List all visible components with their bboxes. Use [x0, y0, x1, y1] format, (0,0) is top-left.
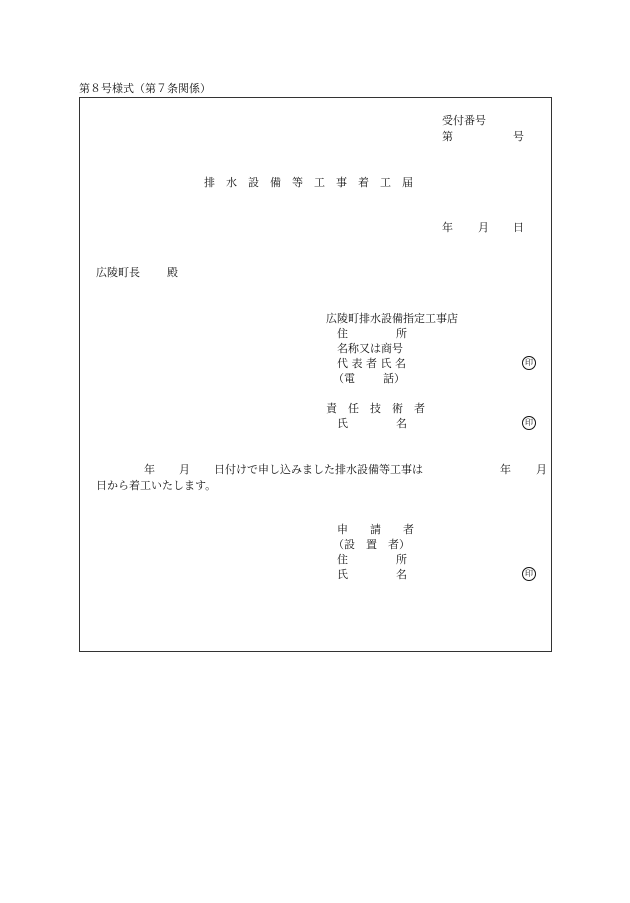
addressee-honorific: 殿: [167, 266, 178, 279]
body-month-1: 月: [179, 463, 190, 476]
engineer-seal-icon: 印: [522, 416, 536, 430]
contractor-phone-label: （電: [333, 372, 355, 385]
contractor-name-label: 名称又は商号: [337, 342, 403, 355]
contractor-phone-label-2: 話）: [383, 372, 405, 385]
body-middle-text: 日付けで申し込みました排水設備等工事は: [214, 463, 423, 476]
engineer-name-label: 氏: [337, 417, 348, 430]
applicant-address-label: 住: [337, 553, 348, 566]
applicant-label: 申 請 者: [337, 523, 414, 536]
contractor-heading: 広陵町排水設備指定工事店: [326, 312, 458, 325]
applicant-sublabel: （設 置 者）: [333, 538, 410, 551]
receipt-number-prefix: 第: [442, 130, 453, 143]
body-year-1: 年: [144, 463, 155, 476]
contractor-seal-icon: 印: [522, 356, 536, 370]
date-month: 月: [478, 221, 489, 234]
applicant-name-label-2: 名: [396, 568, 407, 581]
date-day: 日: [513, 221, 524, 234]
document-title: 排 水 設 備 等 工 事 着 工 届: [204, 176, 413, 189]
contractor-address-label: 住: [337, 327, 348, 340]
contractor-address-label-2: 所: [396, 327, 407, 340]
form-number: 第８号様式（第７条関係）: [79, 82, 211, 95]
receipt-label: 受付番号: [442, 114, 486, 127]
date-year: 年: [442, 221, 453, 234]
applicant-seal-icon: 印: [522, 567, 536, 581]
body-year-2: 年: [500, 463, 511, 476]
body-second-line: 日から着工いたします。: [96, 479, 217, 492]
applicant-address-label-2: 所: [396, 553, 407, 566]
addressee-name: 広陵町長: [96, 266, 140, 279]
contractor-representative-label: 代 表 者 氏 名: [337, 357, 406, 370]
applicant-name-label: 氏: [337, 568, 348, 581]
body-month-2: 月: [536, 463, 547, 476]
engineer-label: 責 任 技 術 者: [326, 402, 425, 415]
engineer-name-label-2: 名: [396, 417, 407, 430]
receipt-number-suffix: 号: [513, 130, 524, 143]
